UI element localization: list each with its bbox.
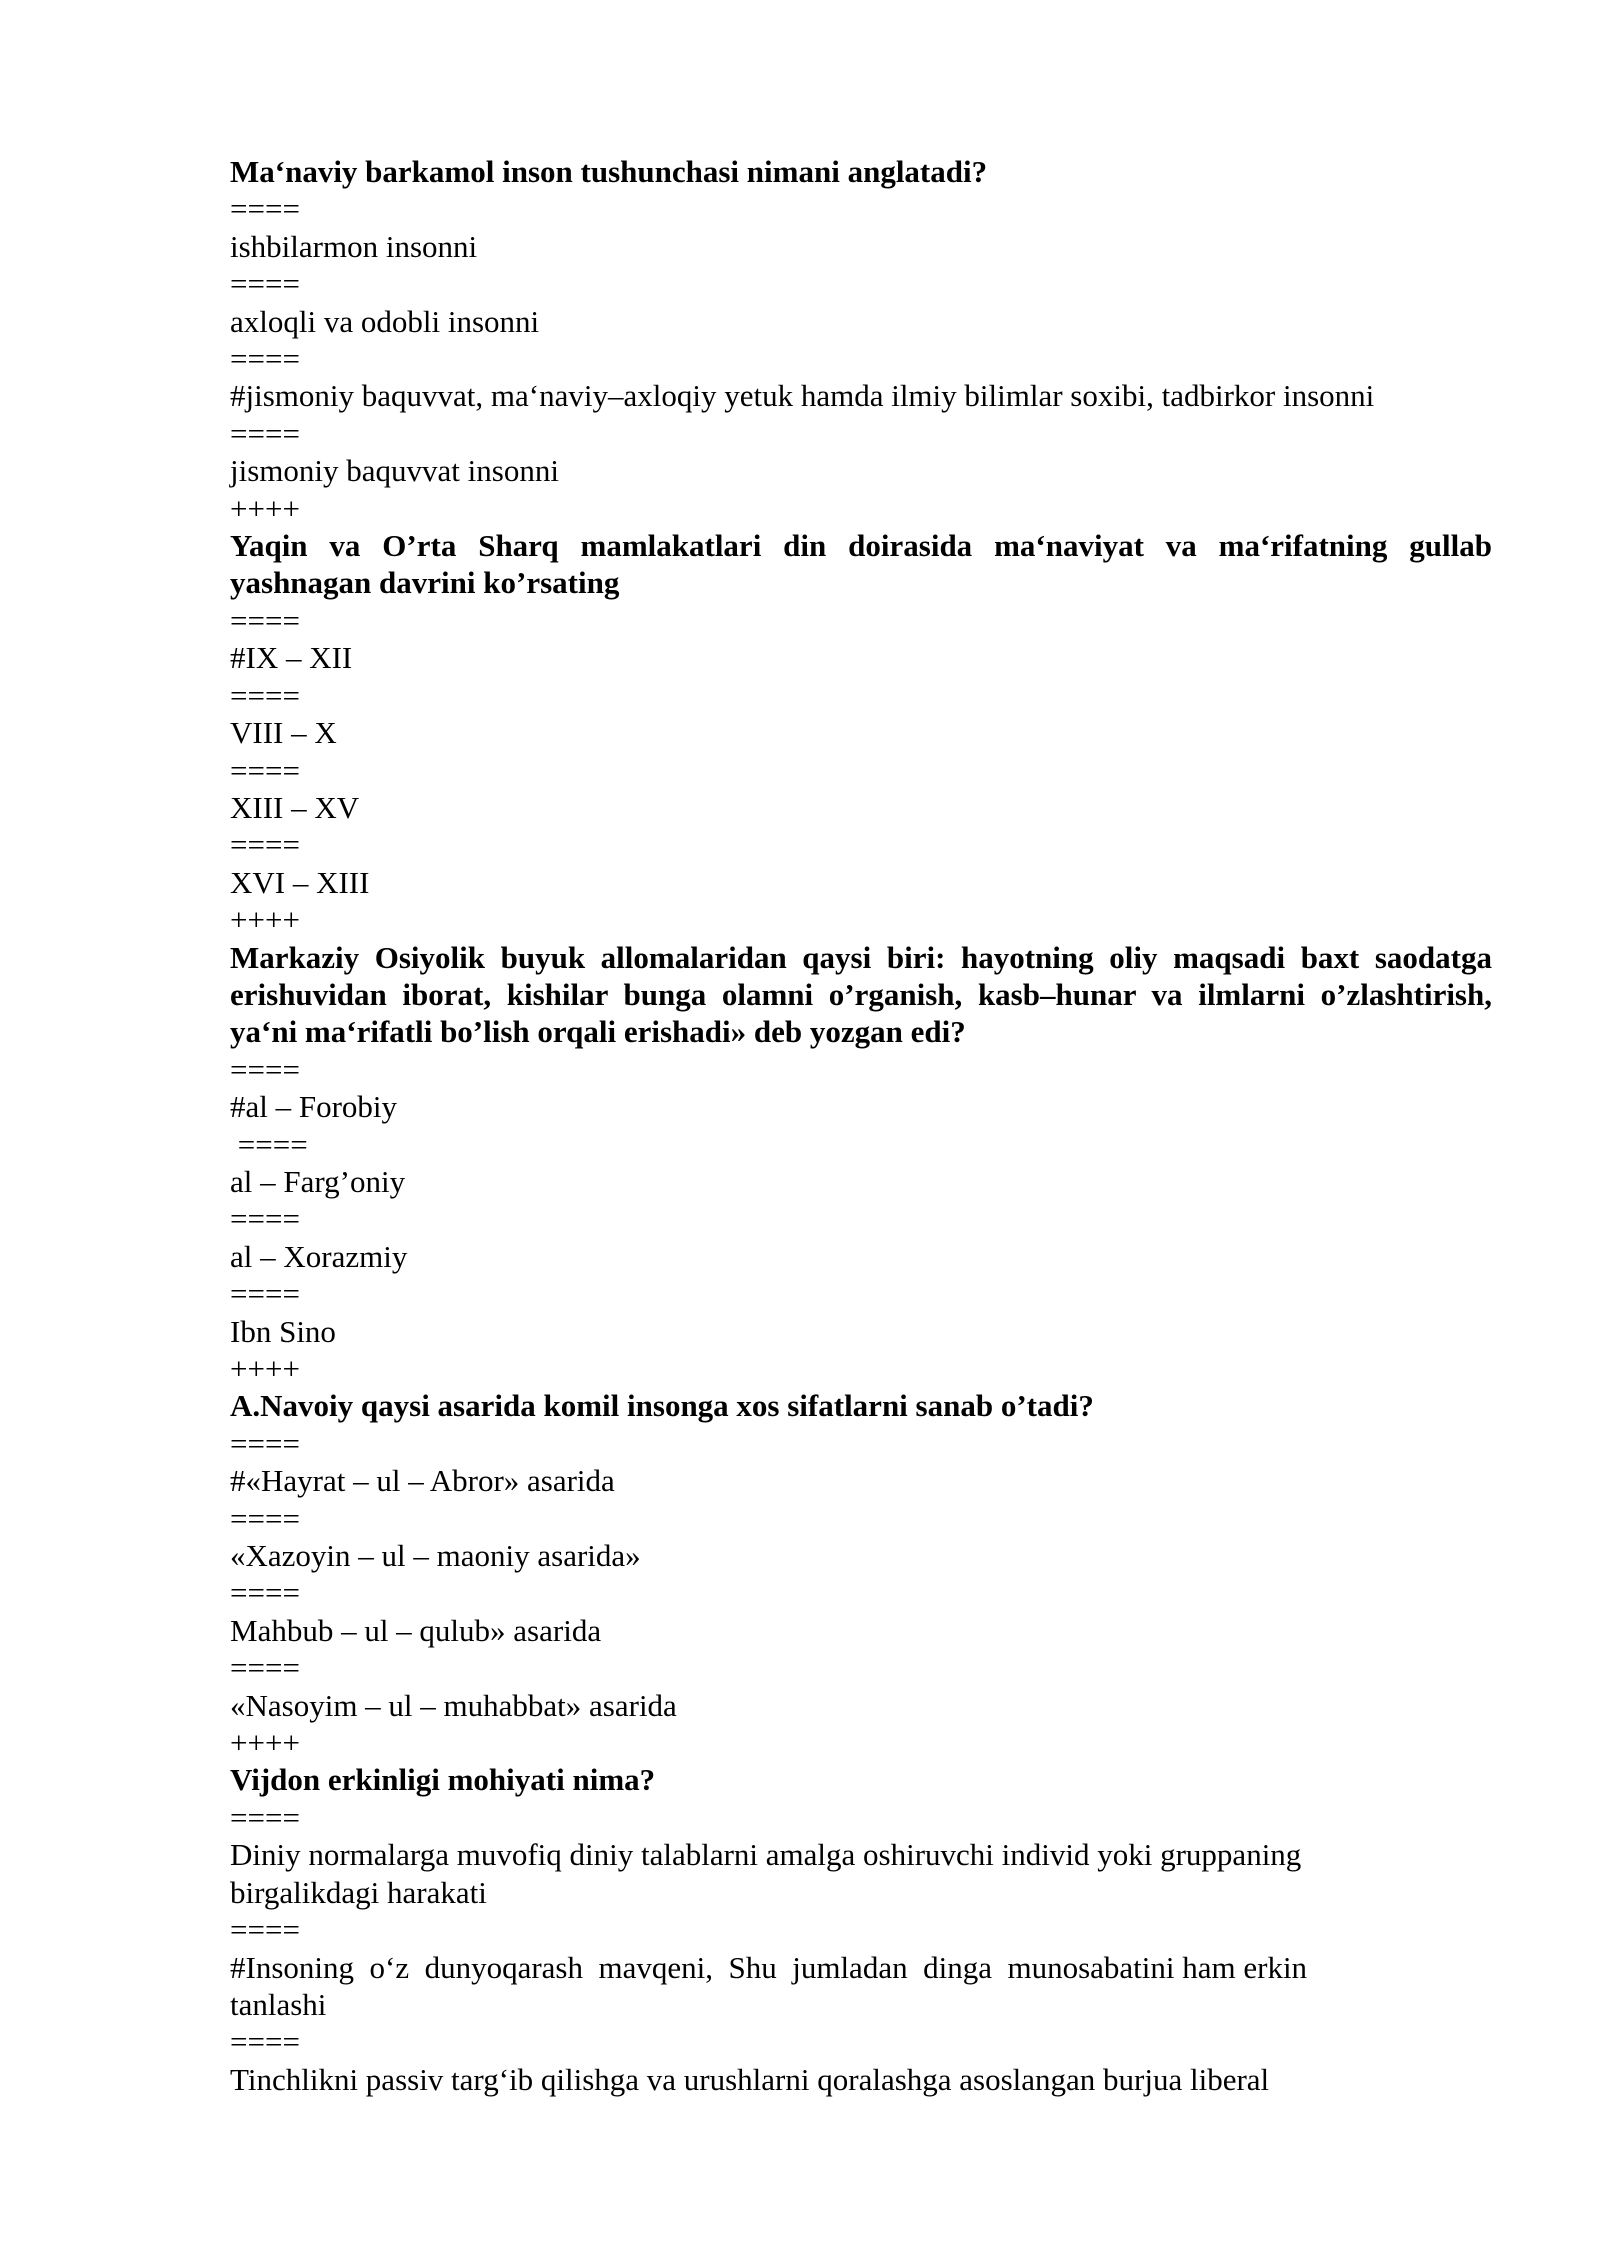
question-3-option-4: Ibn Sino (230, 1313, 336, 1349)
question-separator: ++++ (230, 490, 300, 526)
option-separator: ==== (230, 1912, 300, 1948)
option-separator: ==== (230, 191, 300, 227)
option-separator: ==== (230, 1799, 300, 1835)
question-5-option-3: Tinchlikni passiv targ‘ib qilishga va urushlarni qoralashga asoslangan burjua liberal (230, 2061, 1270, 2097)
question-5-option-2: #Insoning o‘z dunyoqarash mavqeni, Shu jumladan dinga munosabatini ham erkin tanlashi (230, 1949, 1315, 2022)
question-1-option-2: axloqli va odobli insonni (230, 303, 540, 339)
question-1-option-4: jismoniy baquvvat insonni (230, 453, 559, 489)
question-1-option-1: ishbilarmon insonni (230, 228, 478, 264)
question-2-text: Yaqin va O’rta Sharq mamlakatlari din doirasida ma‘naviyat va ma‘rifatning gullab yashnagan davrini ko’rsating (230, 528, 1500, 601)
document-page (230, 153, 1500, 2098)
option-separator: ==== (230, 1575, 300, 1611)
question-4-option-2: «Xazoyin – ul – maoniy asarida» (230, 1538, 641, 1574)
option-separator: ==== (230, 1500, 300, 1536)
option-separator: ==== (230, 266, 300, 302)
question-2-option-2: VIII – X (230, 715, 337, 751)
question-1-text: Ma‘naviy barkamol inson tushunchasi nimani anglatadi? (230, 154, 988, 189)
question-separator: ++++ (230, 1351, 300, 1386)
question-4-option-1: #«Hayrat – ul – Abror» asarida (230, 1463, 615, 1499)
option-separator: ==== (230, 827, 300, 863)
option-separator: ==== (230, 1425, 300, 1461)
question-4-option-3: Mahbub – ul – qulub» asarida (230, 1612, 602, 1648)
question-2-option-1: #IX – XII (230, 640, 353, 676)
question-3-option-3: al – Xorazmiy (230, 1238, 408, 1274)
question-5-text: Vijdon erkinligi mohiyati nima? (230, 1762, 656, 1798)
question-2-option-4: XVI – XIII (230, 864, 370, 900)
option-separator: ==== (230, 1276, 300, 1312)
question-3-text: Markaziy Osiyolik buyuk allomalaridan qaysi biri: hayotning oliy maqsadi baxt saodatga erishuvidan iborat, kishilar bunga olamni o’rganish, kasb–hunar va ilmlarni o’zlashtirish, ya‘ni ma‘rifatli bo’lish orqali erishadi» deb yozgan edi? (230, 939, 1500, 1050)
question-separator: ++++ (230, 1725, 300, 1761)
question-5-option-1: Diniy normalarga muvofiq diniy talablarni amalga oshiruvchi individ yoki gruppaning birgalikdagi harakati (230, 1837, 1310, 1910)
option-separator: ==== (230, 677, 300, 713)
option-separator: ==== (230, 415, 300, 451)
question-3-option-1: #al – Forobiy (230, 1089, 398, 1125)
option-separator: ==== (230, 602, 300, 638)
option-separator: ==== (230, 1201, 300, 1237)
question-separator: ++++ (230, 902, 300, 938)
question-2-option-3: XIII – XV (230, 789, 360, 825)
option-separator: ==== (230, 752, 300, 788)
option-separator: ==== (230, 2024, 300, 2060)
option-separator: ==== (230, 1051, 300, 1087)
question-1-option-3: #jismoniy baquvvat, ma‘naviy–axloqiy yetuk hamda ilmiy bilimlar soxibi, tadbirkor insonni (230, 378, 1375, 414)
question-3-option-2: al – Farg’oniy (230, 1163, 406, 1199)
option-separator: ==== (230, 1650, 300, 1686)
question-4-text: A.Navoiy qaysi asarida komil insonga xos sifatlarni sanab o’tadi? (230, 1388, 1094, 1424)
option-separator: ==== (230, 341, 300, 377)
question-4-option-4: «Nasoyim – ul – muhabbat» asarida (230, 1687, 677, 1723)
option-separator: ==== (230, 1126, 308, 1162)
